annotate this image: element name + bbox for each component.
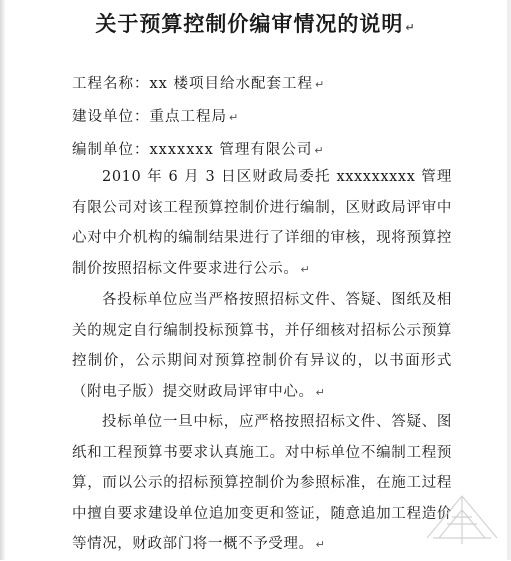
- page-shadow-right: [507, 0, 511, 560]
- paragraph-mark: ↵: [315, 538, 326, 551]
- project-name-line: [72, 72, 325, 93]
- client-text: 建设单位：重点工程局: [72, 109, 227, 125]
- compiler-text: 编制单位：xxxxxxx 管理有限公司: [72, 142, 313, 158]
- paragraph-mark: ↵: [405, 21, 416, 34]
- paragraph-bidders: [72, 285, 452, 408]
- paragraph-mark: ↵: [314, 78, 326, 91]
- paragraph-winning-bidder: [72, 407, 452, 561]
- watermark-logo: [419, 488, 505, 546]
- paragraph-3-text: 投标单位一旦中标，应严格按照招标文件、答疑、图纸和工程预算书要求认真施工。对中标单位不编制工程预算，而以公示的招标预算控制价为参照标准，在施工过程中擅自要求建设单位追加变更和签证，随意追加工程造价等情况，财政部门将一概不予受理。: [72, 414, 452, 552]
- paragraph-mark: ↵: [229, 111, 240, 124]
- paragraph-mark: ↵: [315, 385, 326, 399]
- compiler-line: [72, 138, 325, 159]
- project-name-text: 工程名称：xx 楼项目给水配套工程: [72, 76, 313, 92]
- title-text: 关于预算控制价编审情况的说明: [95, 11, 404, 36]
- paragraph-mark: ↵: [314, 144, 325, 157]
- paragraph-mark: ↵: [300, 262, 311, 276]
- document-title: [0, 8, 511, 38]
- paragraph-1-text: 2010 年 6 月 3 日区财政局委托 xxxxxxxxx 管理有限公司对该工程预算控制价进行编制，区财政局评审中心对中介机构的编制结果进行了详细的审核，现将预算控制价按照招标文件要求进行公示。: [72, 169, 452, 277]
- page-shadow-left: [0, 0, 6, 560]
- client-line: [72, 105, 239, 126]
- paragraph-commission: [72, 162, 452, 285]
- paragraph-2-text: 各投标单位应当严格按照招标文件、答疑、图纸及相关的规定自行编制投标预算书，并仔细核对招标公示预算控制价，公示期间对预算控制价有异议的，以书面形式（附电子版）提交财政局评审中心。: [72, 292, 452, 400]
